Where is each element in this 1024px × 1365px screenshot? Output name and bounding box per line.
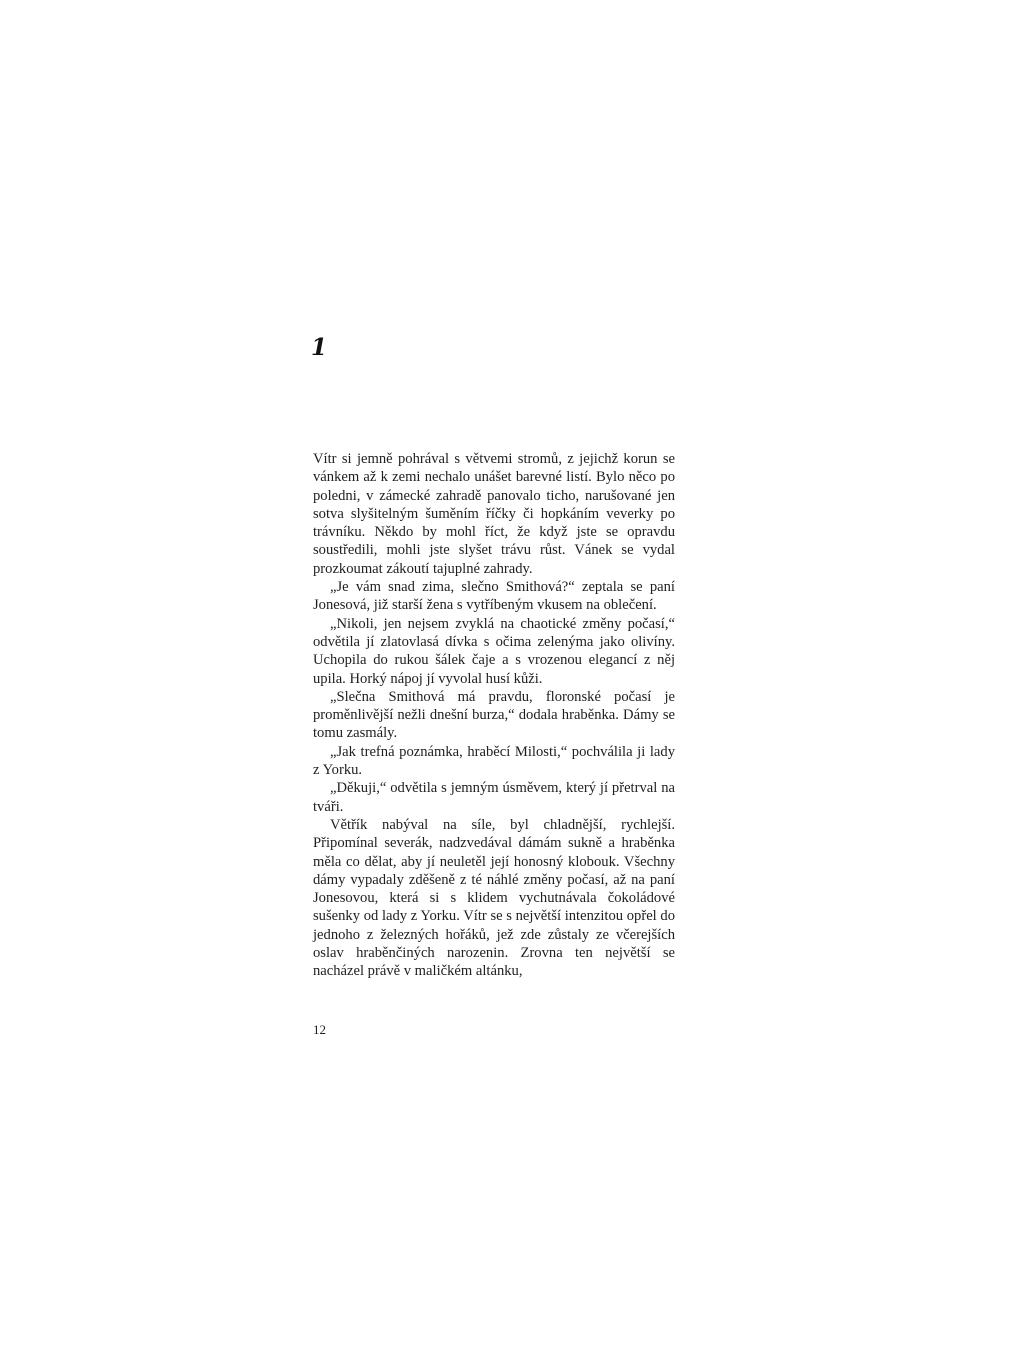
paragraph: Větřík nabýval na síle, byl chladnější, rychlejší. Připomínal severák, nadzvedával dámám sukně a hraběnka měla co dělat, aby jí neuletěl její honosný klobouk. Všechny dámy vypadaly zděšeně z té náhlé změny počasí, až na paní Jonesovou, která si s klidem vychutnávala čokoládové sušenky od lady z Yorku. Vítr se s největší intenzitou opřel do jednoho z železných hořáků, jež zde zůstaly ze včerejších oslav hraběnčiných narozenin. Zrovna ten největší se nacházel právě v maličkém altánku, bbox=[313, 816, 675, 980]
paragraph: „Je vám snad zima, slečno Smithová?“ zeptala se paní Jonesová, již starší žena s vytříbeným vkusem na oblečení. bbox=[313, 579, 675, 614]
paragraph: Vítr si jemně pohrával s větvemi stromů, z jejichž korun se vánkem až k zemi nechalo unášet barevné listí. Bylo něco po poledni, v zámecké zahradě panovalo ticho, narušované jen sotva slyšitelným šuměním říčky či hopkáním veverky po trávníku. Někdo by mohl říct, že když jste se opravdu soustředili, mohli jste slyšet trávu růst. Vánek se vydal prozkoumat zákoutí tajuplné zahrady. bbox=[313, 451, 675, 577]
paragraph: „Slečna Smithová má pravdu, floronské počasí je proměnlivější nežli dnešní burza,“ dodala hraběnka. Dámy se tomu zasmály. bbox=[313, 688, 675, 742]
paragraph: „Nikoli, jen nejsem zvyklá na chaotické změny počasí,“ odvětila jí zlatovlasá dívka s očima zelenýma jako olivíny. Uchopila do rukou šálek čaje a s vrozenou elegancí z něj upila. Horký nápoj jí vyvolal husí kůži. bbox=[313, 615, 675, 687]
body-text bbox=[313, 450, 675, 981]
paragraph: „Děkuji,“ odvětila s jemným úsměvem, který jí přetrval na tváři. bbox=[313, 780, 675, 815]
page-number: 12 bbox=[313, 1022, 326, 1037]
chapter-number: 1 bbox=[311, 334, 328, 361]
paragraph: „Jak trefná poznámka, hraběcí Milosti,“ pochválila ji lady z Yorku. bbox=[313, 743, 675, 779]
